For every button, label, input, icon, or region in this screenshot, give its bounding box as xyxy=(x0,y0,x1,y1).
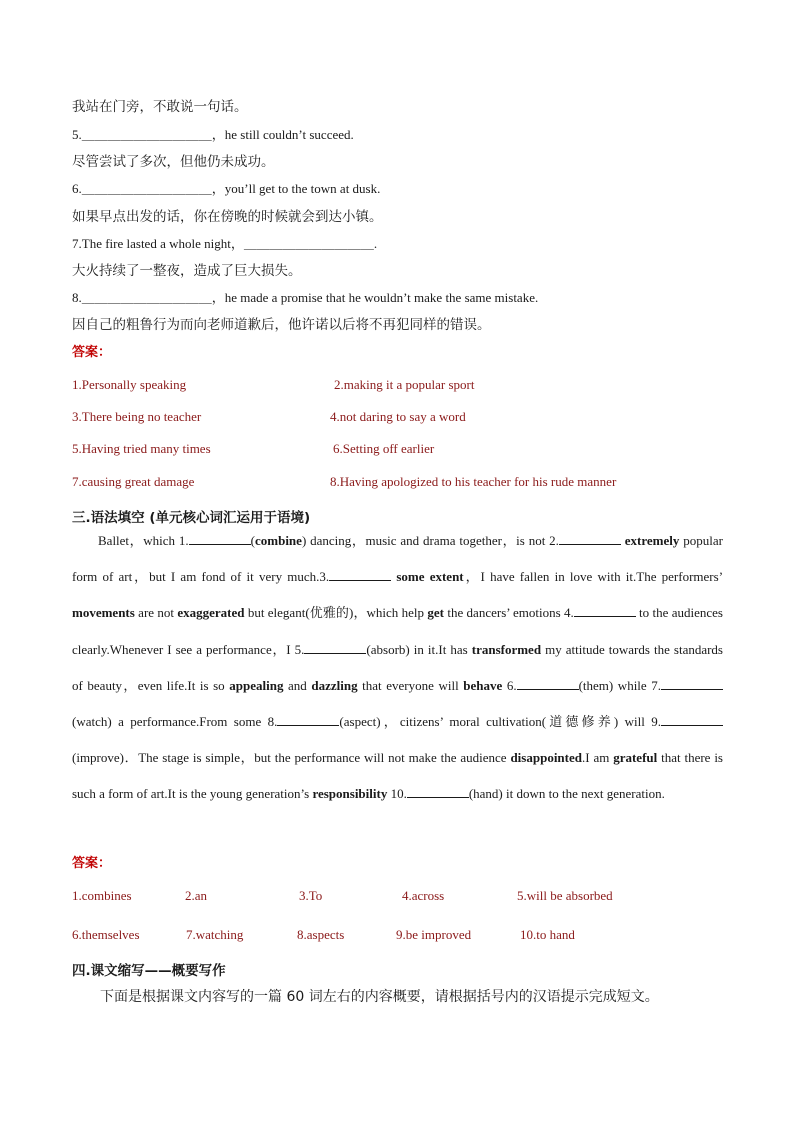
blank-5 xyxy=(304,641,366,654)
blank-8 xyxy=(277,713,339,726)
blank-4 xyxy=(574,604,636,617)
answer-item: 7.causing great damage xyxy=(72,474,195,489)
exercise-item-5: 5.＿＿＿＿＿＿＿＿＿＿，he still couldn’t succeed. xyxy=(72,127,354,142)
answer-item: 1.Personally speaking xyxy=(72,377,187,392)
blank-10 xyxy=(407,785,469,798)
translation-line-4-cn: 我站在门旁，不敢说一句话。 xyxy=(72,99,248,115)
answer-item: 3.There being no teacher xyxy=(72,409,202,424)
exercise-item-8: 8.＿＿＿＿＿＿＿＿＿＿，he made a promise that he wouldn’t make the same mistake. xyxy=(72,290,539,305)
answer-item: 2.an xyxy=(185,888,208,903)
answer-item: 4.across xyxy=(402,888,445,903)
blank-9 xyxy=(661,713,723,726)
answer-item: 2.making it a popular sport xyxy=(334,377,475,392)
section-4-title: 四.课文缩写——概要写作 xyxy=(72,963,226,979)
exercise-item-6: 6.＿＿＿＿＿＿＿＿＿＿，you’ll get to the town at dusk. xyxy=(72,181,381,196)
answer-item: 9.be improved xyxy=(396,927,472,942)
blank-1 xyxy=(189,532,251,545)
answers-heading: 答案： xyxy=(72,345,112,360)
answer-item: 10.to hand xyxy=(520,927,575,942)
answer-item: 8.aspects xyxy=(297,927,345,942)
section-3-title: 三.语法填空 (单元核心词汇运用于语境) xyxy=(72,510,311,526)
translation-line-5-cn: 尽管尝试了多次，但他仍未成功。 xyxy=(72,154,275,170)
answer-item: 3.To xyxy=(299,888,323,903)
translation-line-7-cn: 大火持续了一整夜，造成了巨大损失。 xyxy=(72,263,302,279)
answer-item: 8.Having apologized to his teacher for his rude manner xyxy=(330,474,617,489)
answer-item: 5.will be absorbed xyxy=(517,888,613,903)
answer-item: 5.Having tried many times xyxy=(72,441,211,456)
cloze-passage: Ballet，which 1. (combine) dancing，music and drama together，is not 2. extremely popular form of art，but I am fond of it very much.3. some extent，I have fallen in love with it.The performers’ movements are not exaggerated but elegant(优雅的)，which help get the dancers’ emotions 4. to the audiences clearly.Whenever I see a performance，I 5. (absorb) in it.It has transformed my attitude towards the standards of beauty，even life.It is so appealing and dazzling that everyone will behave 6. (them) while 7.(watch) a performance.From some 8. (aspect)，citizens’ moral cultivation(道德修养) will 9.(improve)．The stage is simple，but the performance will not make the audience disappointed.I am grateful that there is such a form of art.It is the young generation’s responsibility 10. (hand) it down to the next generation. xyxy=(72,533,724,802)
translation-line-8-cn: 因自己的粗鲁行为而向老师道歉后，他许诺以后将不再犯同样的错误。 xyxy=(72,317,491,333)
exercise-item-7: 7.The fire lasted a whole night，＿＿＿＿＿＿＿＿＿＿. xyxy=(72,236,378,251)
blank-7 xyxy=(661,677,723,690)
translation-line-6-cn: 如果早点出发的话，你在傍晚的时候就会到达小镇。 xyxy=(72,209,383,225)
blank-6 xyxy=(517,677,579,690)
blank-2 xyxy=(559,532,621,545)
answer-item: 7.watching xyxy=(186,927,244,942)
blank-3 xyxy=(329,568,391,581)
answers-heading-2: 答案： xyxy=(72,856,112,871)
answer-item: 6.Setting off earlier xyxy=(333,441,435,456)
answer-item: 4.not daring to say a word xyxy=(330,409,466,424)
section-4-instruction: 下面是根据课文内容写的一篇 60 词左右的内容概要，请根据括号内的汉语提示完成短文。 xyxy=(100,989,659,1005)
answer-item: 6.themselves xyxy=(72,927,140,942)
answer-item: 1.combines xyxy=(72,888,132,903)
